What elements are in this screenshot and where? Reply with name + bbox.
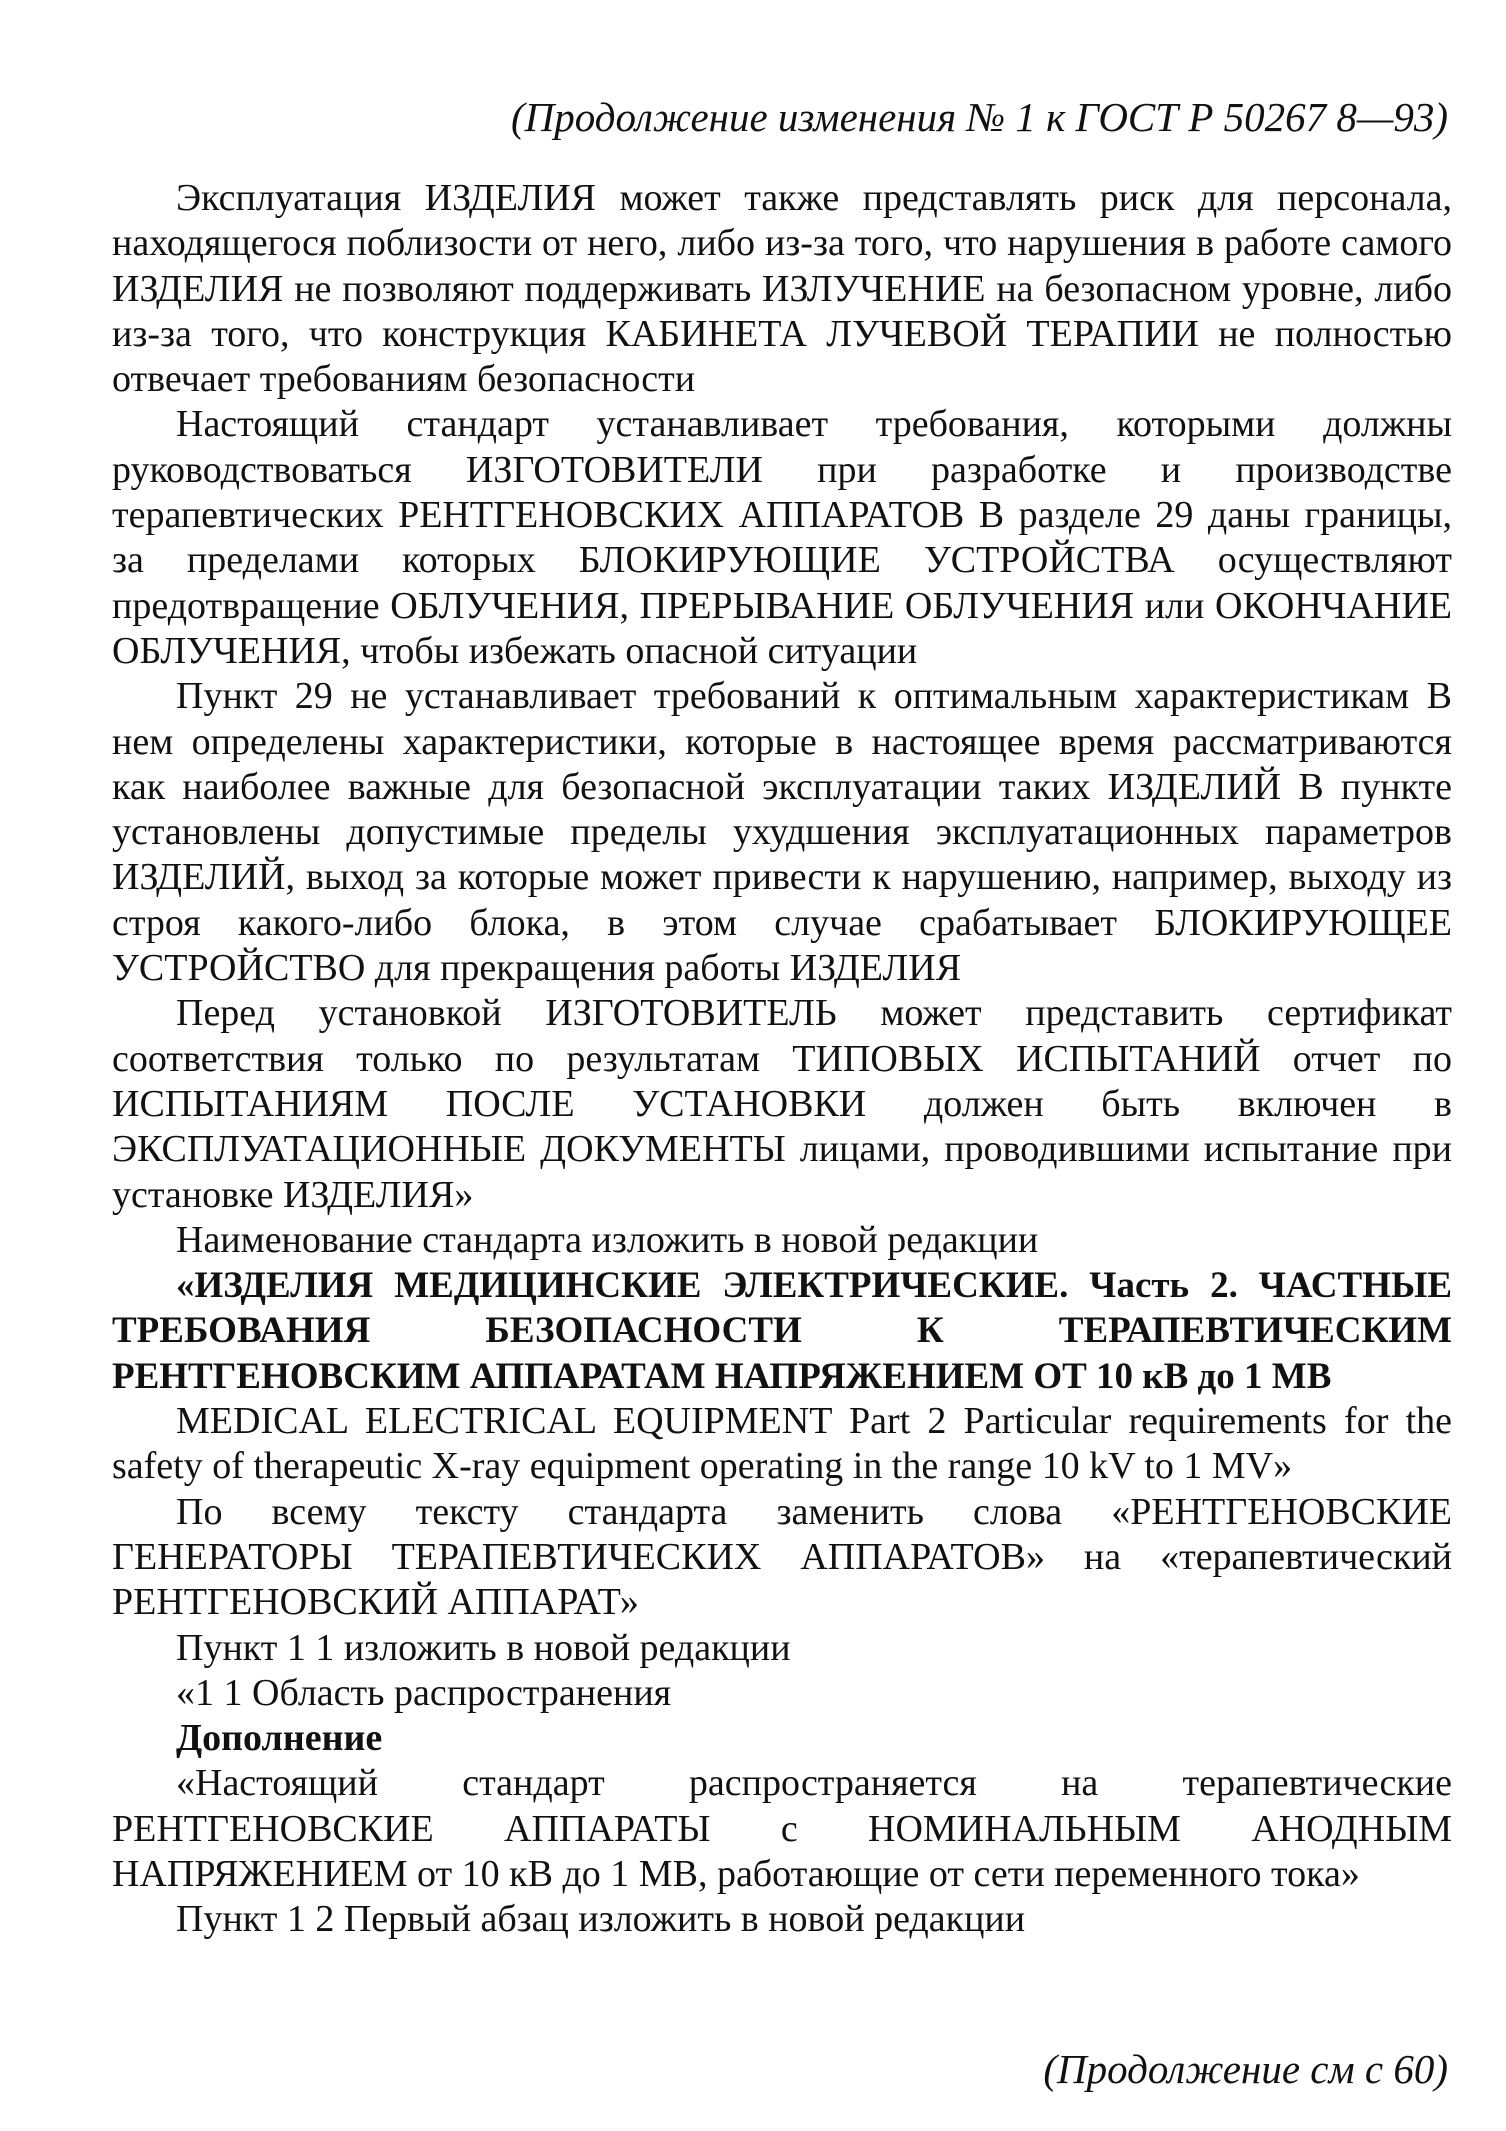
paragraph-scope-text: «Настоящий стандарт распространяется на терапевтические РЕНТГЕНОВСКИЕ АППАРАТЫ с НОМИНАЛЬНЫМ АНОДНЫМ НАПРЯЖЕНИЕМ от 10 кВ до 1 МВ, работающие от сети переменного тока»: [112, 1762, 1452, 1895]
paragraph-title-change: Наименование стандарта изложить в новой редакции: [176, 1218, 1039, 1261]
paragraph-operation-risk: Эксплуатация ИЗДЕЛИЯ может также представлять риск для персонала, находящегося поблизости от него, либо из-за того, что нарушения в работе самого ИЗДЕЛИЯ не позволяют поддерживать ИЗЛУЧЕНИЕ на безопасном уровне, либо из-за того, что конструкция КАБИНЕТА ЛУЧЕВОЙ ТЕРАПИИ не полностью отвечает требованиям безопасности: [112, 177, 1452, 401]
paragraph-item-1-1: Пункт 1 1 изложить в новой редакции: [176, 1626, 791, 1669]
paragraph-scope-heading: «1 1 Область распространения: [176, 1671, 672, 1714]
standard-title-en: MEDICAL ELECTRICAL EQUIPMENT Part 2 Particular requirements for the safety of therapeutic X-ray equipment operating in the range 10 kV to 1 MV»: [112, 1400, 1452, 1488]
paragraph-certificate: Перед установкой ИЗГОТОВИТЕЛЬ может представить сертификат соответствия только по результатам ТИПОВЫХ ИСПЫТАНИЙ отчет по ИСПЫТАНИЯМ ПОСЛЕ УСТАНОВКИ должен быть включен в ЭКСПЛУАТАЦИОННЫЕ ДОКУМЕНТЫ лицами, проводившими испытание при установке ИЗДЕЛИЯ»: [112, 992, 1452, 1216]
document-body: [112, 176, 1452, 1943]
continuation-header: (Продолжение изменения № 1 к ГОСТ Р 50267 8—93): [511, 94, 1448, 140]
paragraph-standard-requirements: Настоящий стандарт устанавливает требования, которыми должны руководствоваться ИЗГОТОВИТЕЛИ при разработке и производстве терапевтических РЕНТГЕНОВСКИХ АППАРАТОВ В разделе 29 даны границы, за пределами которых БЛОКИРУЮЩИЕ УСТРОЙСТВА осуществляют предотвращение ОБЛУЧЕНИЯ, ПРЕРЫВАНИЕ ОБЛУЧЕНИЯ или ОКОНЧАНИЕ ОБЛУЧЕНИЯ, чтобы избежать опасной ситуации: [112, 403, 1452, 672]
standard-title-ru: «ИЗДЕЛИЯ МЕДИЦИНСКИЕ ЭЛЕКТРИЧЕСКИЕ. Часть 2. ЧАСТНЫЕ ТРЕБОВАНИЯ БЕЗОПАСНОСТИ К ТЕРАПЕВТИЧЕСКИМ РЕНТГЕНОВСКИМ АППАРАТАМ НАПРЯЖЕНИЕМ ОТ 10 кВ до 1 МВ: [112, 1265, 1452, 1397]
addition-label: Дополнение: [176, 1717, 383, 1760]
paragraph-replace-words: По всему тексту стандарта заменить слова «РЕНТГЕНОВСКИЕ ГЕНЕРАТОРЫ ТЕРАПЕВТИЧЕСКИХ АППАРАТОВ» на «терапевтический РЕНТГЕНОВСКИЙ АППАРАТ»: [112, 1490, 1452, 1624]
paragraph-item-1-2: Пункт 1 2 Первый абзац изложить в новой редакции: [176, 1898, 1026, 1941]
continuation-footer: (Продолжение см с 60): [1043, 2046, 1448, 2092]
paragraph-item-29: Пункт 29 не устанавливает требований к оптимальным характеристикам В нем определены характеристики, которые в настоящее время рассматриваются как наиболее важные для безопасной эксплуатации таких ИЗДЕЛИЙ В пункте установлены допустимые пределы ухудшения эксплуатационных параметров ИЗДЕЛИЙ, выход за которые может привести к нарушению, например, выходу из строя какого-либо блока, в этом случае срабатывает БЛОКИРУЮЩЕЕ УСТРОЙСТВО для прекращения работы ИЗДЕЛИЯ: [112, 675, 1452, 990]
